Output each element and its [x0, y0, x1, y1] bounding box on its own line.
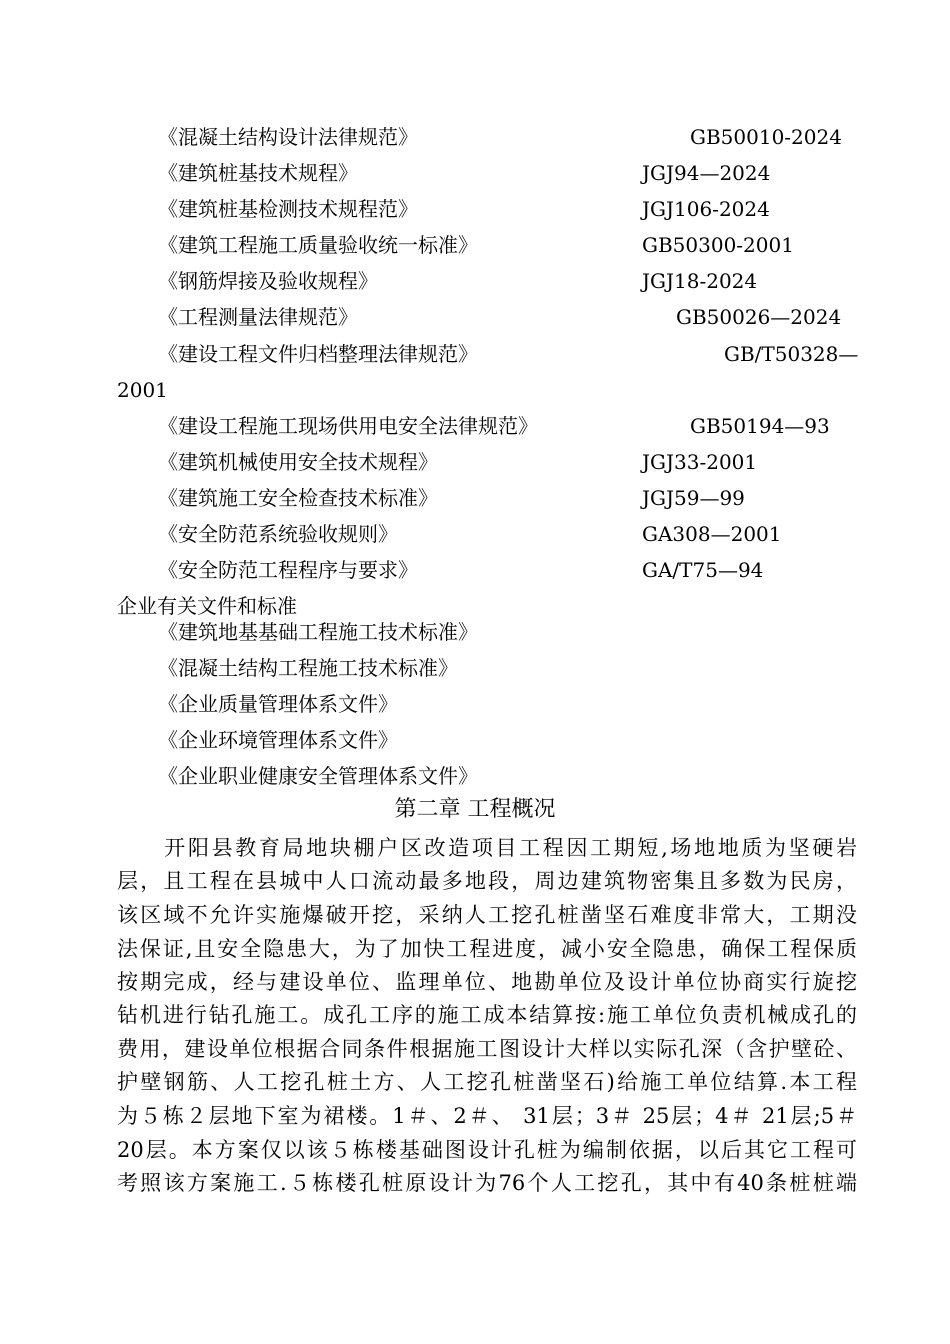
enterprise-doc: 《企业环境管理体系文件》	[158, 728, 398, 752]
standard-code: GB/T50328—	[724, 342, 859, 366]
standard-code-continuation: 2001	[117, 378, 168, 402]
enterprise-doc: 《企业质量管理体系文件》	[158, 692, 398, 716]
standard-name: 《建筑桩基技术规程》	[158, 161, 358, 185]
standard-name: 《工程测量法律规范》	[158, 305, 358, 329]
standard-code: JGJ106-2024	[642, 197, 770, 221]
chapter-title: 第二章 工程概况	[394, 797, 556, 822]
paragraph-line: 考照该方案施工.５栋楼孔桩原设计为76个人工挖孔，其中有40条桩桩端	[117, 1171, 857, 1195]
standard-name: 《建筑机械使用安全技术规程》	[158, 450, 438, 474]
paragraph-line: 开阳县教育局地块棚户区改造项目工程因工期短,场地地质为坚硬岩	[117, 836, 857, 860]
standard-code: JGJ94—2024	[642, 161, 771, 185]
standard-code: GB50010-2024	[690, 125, 842, 149]
paragraph-line: 按期完成，经与建设单位、监理单位、地勘单位及设计单位协商实行旋挖	[117, 970, 857, 994]
paragraph-line: 法保证,且安全隐患大，为了加快工程进度，减小安全隐患，确保工程保质	[117, 937, 857, 961]
standard-name: 《钢筋焊接及验收规程》	[158, 269, 378, 293]
enterprise-doc: 《企业职业健康安全管理体系文件》	[158, 764, 478, 788]
standard-code: GB50300-2001	[642, 233, 794, 257]
paragraph-line: 钻机进行钻孔施工。成孔工序的施工成本结算按:施工单位负责机械成孔的	[117, 1003, 857, 1027]
standard-name: 《建筑施工安全检查技术标准》	[158, 486, 438, 510]
standard-name: 《建设工程施工现场供用电安全法律规范》	[158, 414, 538, 438]
paragraph-line: 该区域不允许实施爆破开挖，采纳人工挖孔桩凿坚石难度非常大，工期没	[117, 903, 857, 927]
enterprise-doc: 《混凝土结构工程施工技术标准》	[158, 656, 458, 680]
standard-code: GA308—2001	[642, 522, 782, 546]
standard-code: JGJ33-2001	[642, 450, 758, 474]
paragraph-line: 费用，建设单位根据合同条件根据施工图设计大样以实际孔深（含护壁砼、	[117, 1037, 857, 1061]
standard-code: GA/T75—94	[642, 558, 764, 582]
standard-name: 《建筑桩基检测技术规程范》	[158, 197, 418, 221]
standard-name: 《安全防范工程程序与要求》	[158, 558, 418, 582]
standard-name: 《混凝土结构设计法律规范》	[158, 125, 418, 149]
standard-name: 《建设工程文件归档整理法律规范》	[158, 342, 478, 366]
standard-code: JGJ18-2024	[642, 269, 758, 293]
standard-name: 《安全防范系统验收规则》	[158, 522, 398, 546]
standard-code: GB50026—2024	[676, 305, 842, 329]
paragraph-line: 护壁钢筋、人工挖孔桩土方、人工挖孔桩凿坚石)给施工单位结算.本工程	[117, 1070, 857, 1094]
standard-code: GB50194—93	[690, 414, 830, 438]
paragraph-line: 为５栋２层地下室为裙楼。1＃、2＃、 31层；3＃ 25层；4＃ 21层;5＃	[117, 1104, 857, 1128]
paragraph-line: 20层。本方案仅以该５栋楼基础图设计孔桩为编制依据，以后其它工程可	[117, 1138, 857, 1162]
standard-code: JGJ59—99	[642, 486, 745, 510]
paragraph-line: 层，且工程在县城中人口流动最多地段，周边建筑物密集且多数为民房，	[117, 869, 857, 893]
enterprise-doc: 《建筑地基基础工程施工技术标准》	[158, 620, 478, 644]
enterprise-heading: 企业有关文件和标准	[117, 594, 297, 618]
standard-name: 《建筑工程施工质量验收统一标准》	[158, 233, 478, 257]
